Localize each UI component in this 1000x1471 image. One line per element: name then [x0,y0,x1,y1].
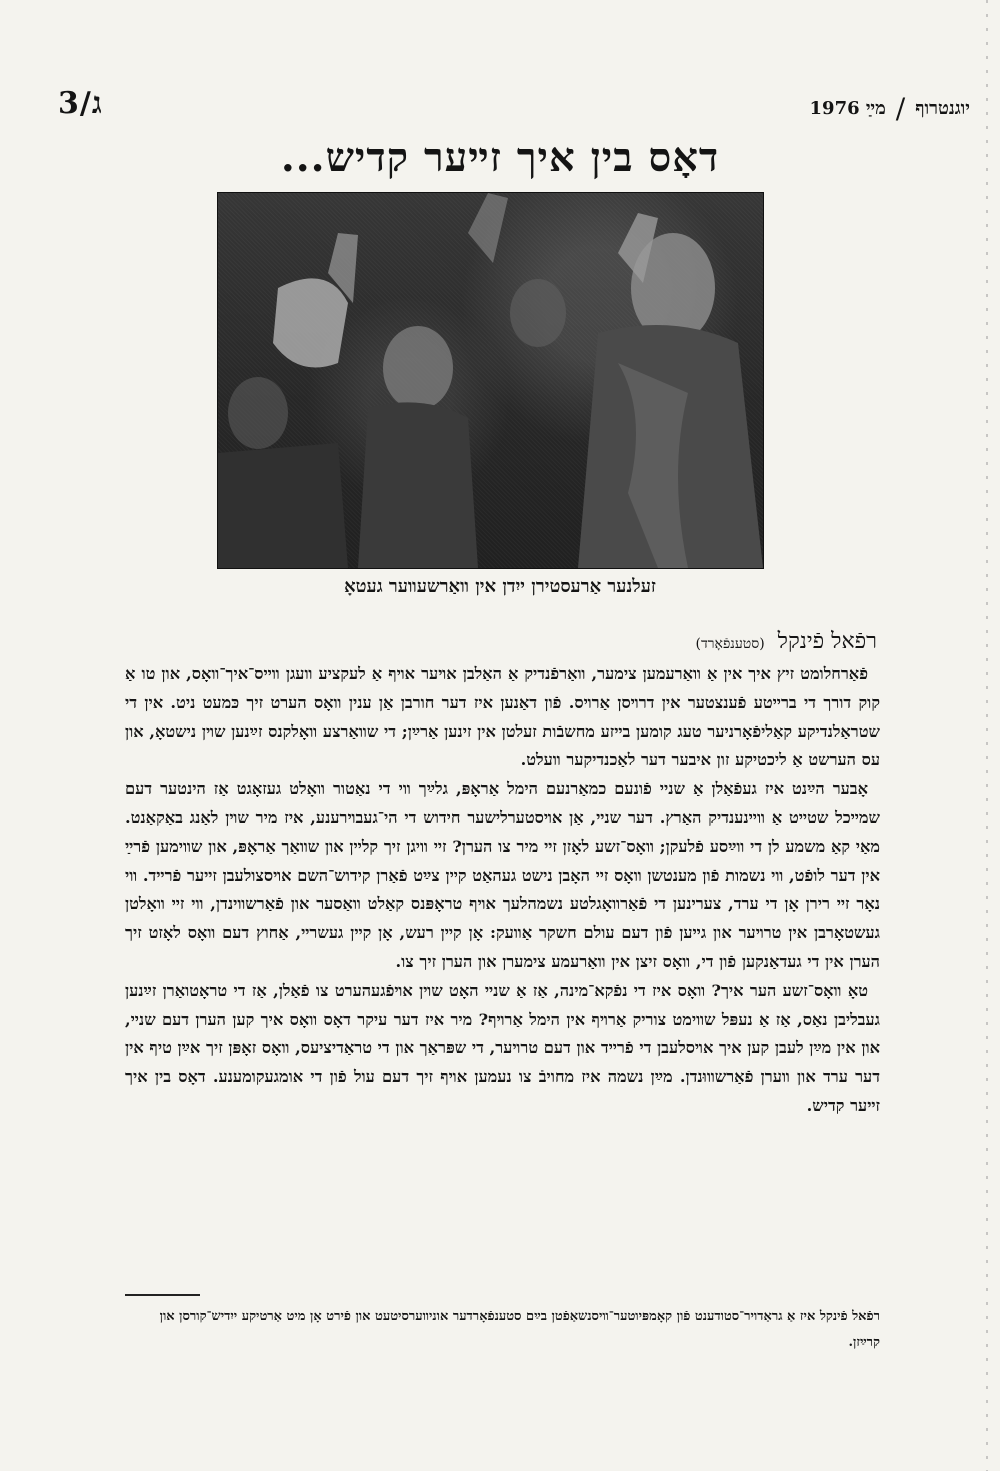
photo-caption: זעלנער אַרעסטירן ייִדן אין װאַרשעװער געטאָ [344,576,656,597]
author-affiliation: (סטענפֿאָרד) [695,636,765,652]
running-header [810,92,970,125]
paragraph: אָבער הײַנט איז געפֿאַלן אַ שניי פֿונעם כמאַרנעם הימל אַראָפּ, גלײַך װי די נאַטור װאָלט געזאָגט אַז הינטער דעם שמײכל שטײט אַ װײנענדיק האַרץ. דער שנײ, אַן אױסטערלישער חידוש די הי־געבױרענע, איז מיר שױן לאַנג באַקאַנט. מאַי קאַ משמע לן די װײַסע פֿלעקן; װאָס־זשע לאָזן זײ מיר צו הערן? זײ װיגן זיך קלײן און שװאַך אַראָפּ, און שװימען פֿרײַ אין דער לופֿט, װי נשמות פֿון מענטשן װאָס זײ האָבן נישט געהאַט קײן צײַט פֿאַרן קידוש־השם אױסצולעבן זײער פֿרײד. װי נאָר זײ רירן אָן די ערד, צערינען די פֿאַרװאָגלטע נשמהלעך אױף טראָפּנס קאַלט װאַסער און פֿאַרשװינדן, װי זײ װאָלטן געשטאָרבן אין טרױער און גײען פֿון דעם עולם חשקר אַװעק: אָן קײן רעש, אָן קײן געשרײ, אַחוץ דעם װאָס לאָזט זיך הערן אין די געדאַנקען פֿון די, װאָס זיצן אין װאַרעמע צימערן און הערן זיך צו. [125,779,880,971]
page-number: 3/ג [58,86,103,121]
article-title: דאָס בין איך זײער קדיש... [280,134,720,181]
issue-date: מײַ 1976 [809,98,886,119]
author-footnote: רפֿאל פֿינקל איז אַ גראַדויר־סטודענט פֿון קאָמפּיוטער־װיסנשאַפֿטן בײַם סטענפֿאָרדער אוניװערסיטעט און פֿירט אָן מיט אַרטיקע ייִדיש־קורסן און קרײַזן. [159,1309,880,1350]
scan-edge-marks [980,0,994,1471]
author-name: רפֿאל פֿינקל [777,629,877,654]
author-byline [695,628,877,654]
paragraph: טאָ װאָס־זשע הער איך? װאָס איז די נפֿקא־מינה, אַז אַ שנײ האָט שױן אױפֿגעהערט צו פֿאַלן, אַז די טראָטואַרן זײַנען געבליבן נאַס, אַז אַ נעפּל שװימט צוריק אַרױף אין הימל אַרױף? מיר איז דער עיקר דאָס װאָס איך קען הערן דעם שנײ, און אין מײַן לעבן קען איך אױסלעבן די פֿרײד און דעם טרױער, די שפּראַך און די טראַדיציעס, װאָס זאָפּן זיך אײַן טיף אין דער ערד און װערן פֿאַרשװוּנדן. מײַן נשמה איז מחויבֿ צו נעמען אױף זיך דעם עול פֿון די אומגעקומענע. דאָס בין איך זײער קדיש. [125,980,880,1115]
footnote-rule [125,1294,200,1296]
header-divider: / [895,92,906,125]
photo-illustration [218,193,763,568]
paragraph: פֿאַרחלומט זיץ איך אין אַ װאַרעמען צימער, װאַרפֿנדיק אַ האַלבן אױער אױף אַ לעקציע װעגן װײס־איך־װאָס, און טו אַ קוק דורך די ברײטע פֿענצטער אין דרױסן אַרױס. פֿון דאַנען איז דער חורבן אַן ענין װאָס הערט זיך כּמעט ניט. אין די שטראַלנדיקע קאַליפֿאָרניער טעג קומען בײזע מחשבֿות זעלטן אין זינען אַרײַן; די שװאַרצע װאָלקנס זײַנען שױן נישטאָ, און עס הערשט אַ ליכטיקע זון איבער דער לאַכנדיקער װעלט. [125,664,880,770]
masthead: יוגנטרוף [915,98,970,119]
article-photo [217,192,764,569]
article-body [125,660,880,1121]
